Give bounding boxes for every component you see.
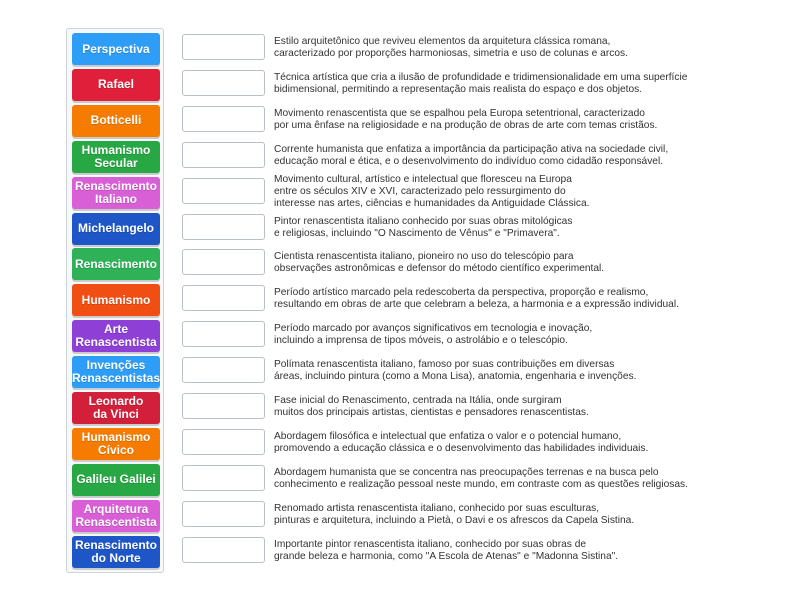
description-14: Renomado artista renascentista italiano, conhecido por suas esculturas, pinturas e arquitetura, incluindo a Pietà, o Davi e os afrescos da Capela Sistina. bbox=[274, 502, 635, 526]
drop-slot-7[interactable] bbox=[182, 249, 265, 275]
tile-13[interactable]: Galileu Galilei bbox=[72, 464, 160, 496]
tile-8[interactable]: Humanismo bbox=[72, 284, 160, 316]
description-13: Abordagem humanista que se concentra nas preocupações terrenas e na busca pelo conhecimento e realização pessoal neste mundo, em contraste com as questões religiosas. bbox=[274, 466, 688, 490]
drop-slot-11[interactable] bbox=[182, 393, 265, 419]
description-15: Importante pintor renascentista italiano, conhecido por suas obras de grande beleza e harmonia, como "A Escola de Atenas" e "Madonna Sistina". bbox=[274, 538, 619, 562]
tile-15[interactable]: Renascimento do Norte bbox=[72, 536, 160, 568]
description-12: Abordagem filosófica e intelectual que enfatiza o valor e o potencial humano, promovendo a educação clássica e o desenvolvimento das habilidades individuais. bbox=[274, 430, 649, 454]
description-8: Período artístico marcado pela redescoberta da perspectiva, proporção e realismo, resultando em obras de arte que celebram a beleza, a harmonia e a expressão individual. bbox=[274, 287, 679, 311]
drop-slot-12[interactable] bbox=[182, 429, 265, 455]
tile-10[interactable]: Invenções Renascentistas bbox=[72, 356, 160, 388]
description-3: Movimento renascentista que se espalhou pela Europa setentrional, caracterizado por uma ênfase na religiosidade e na produção de obras de arte com temas cristãos. bbox=[274, 107, 658, 131]
drop-slot-4[interactable] bbox=[182, 142, 265, 168]
drop-slot-3[interactable] bbox=[182, 106, 265, 132]
drop-slot-9[interactable] bbox=[182, 321, 265, 347]
tile-6[interactable]: Michelangelo bbox=[72, 213, 160, 245]
tile-11[interactable]: Leonardo da Vinci bbox=[72, 392, 160, 424]
tile-9[interactable]: Arte Renascentista bbox=[72, 320, 160, 352]
drop-slot-10[interactable] bbox=[182, 357, 265, 383]
tile-3[interactable]: Botticelli bbox=[72, 105, 160, 137]
description-6: Pintor renascentista italiano conhecido por suas obras mitológicas e religiosas, incluindo "O Nascimento de Vênus" e "Primavera". bbox=[274, 215, 573, 239]
tile-1[interactable]: Perspectiva bbox=[72, 33, 160, 65]
drop-slot-15[interactable] bbox=[182, 537, 265, 563]
tile-12[interactable]: Humanismo Cívico bbox=[72, 428, 160, 460]
tile-7[interactable]: Renascimento bbox=[72, 248, 160, 280]
drop-slot-13[interactable] bbox=[182, 465, 265, 491]
drop-slot-1[interactable] bbox=[182, 34, 265, 60]
description-1: Estilo arquitetônico que reviveu elementos da arquitetura clássica romana, caracterizado por proporções harmoniosas, simetria e uso de colunas e arcos. bbox=[274, 36, 628, 59]
tile-4[interactable]: Humanismo Secular bbox=[72, 141, 160, 173]
drop-slot-6[interactable] bbox=[182, 214, 265, 240]
description-10: Polímata renascentista italiano, famoso por suas contribuições em diversas áreas, incluindo pintura (como a Mona Lisa), anatomia, engenharia e invenções. bbox=[274, 359, 637, 383]
tile-5[interactable]: Renascimento Italiano bbox=[72, 177, 160, 209]
description-11: Fase inicial do Renascimento, centrada na Itália, onde surgiram muitos dos principais artistas, cientistas e pensadores renascentistas. bbox=[274, 395, 589, 418]
tile-2[interactable]: Rafael bbox=[72, 69, 160, 101]
description-9: Período marcado por avanços significativos em tecnologia e inovação, incluindo a imprensa de tipos móveis, o astrolábio e o telescópio. bbox=[274, 323, 593, 347]
drop-slot-2[interactable] bbox=[182, 70, 265, 96]
tile-14[interactable]: Arquitetura Renascentista bbox=[72, 500, 160, 532]
description-7: Cientista renascentista italiano, pioneiro no uso do telescópio para observações astronômicas e defensor do método científico experimental. bbox=[274, 251, 605, 275]
drop-slot-8[interactable] bbox=[182, 285, 265, 311]
tiles-panel bbox=[66, 28, 164, 573]
description-5: Movimento cultural, artístico e intelectual que floresceu na Europa entre os séculos XIV e XVI, caracterizado pelo ressurgimento do interesse nas artes, ciências e humanidades da Antiguidade Clássica. bbox=[274, 173, 590, 209]
drop-slot-5[interactable] bbox=[182, 178, 265, 204]
description-2: Técnica artística que cria a ilusão de profundidade e tridimensionalidade em uma superfície bidimensional, permitindo a representação mais realista do espaço e dos objetos. bbox=[274, 71, 688, 95]
drop-slot-14[interactable] bbox=[182, 501, 265, 527]
description-4: Corrente humanista que enfatiza a importância da participação ativa na sociedade civil, educação moral e ética, e o desenvolvimento do indivíduo como cidadão responsável. bbox=[274, 143, 669, 167]
